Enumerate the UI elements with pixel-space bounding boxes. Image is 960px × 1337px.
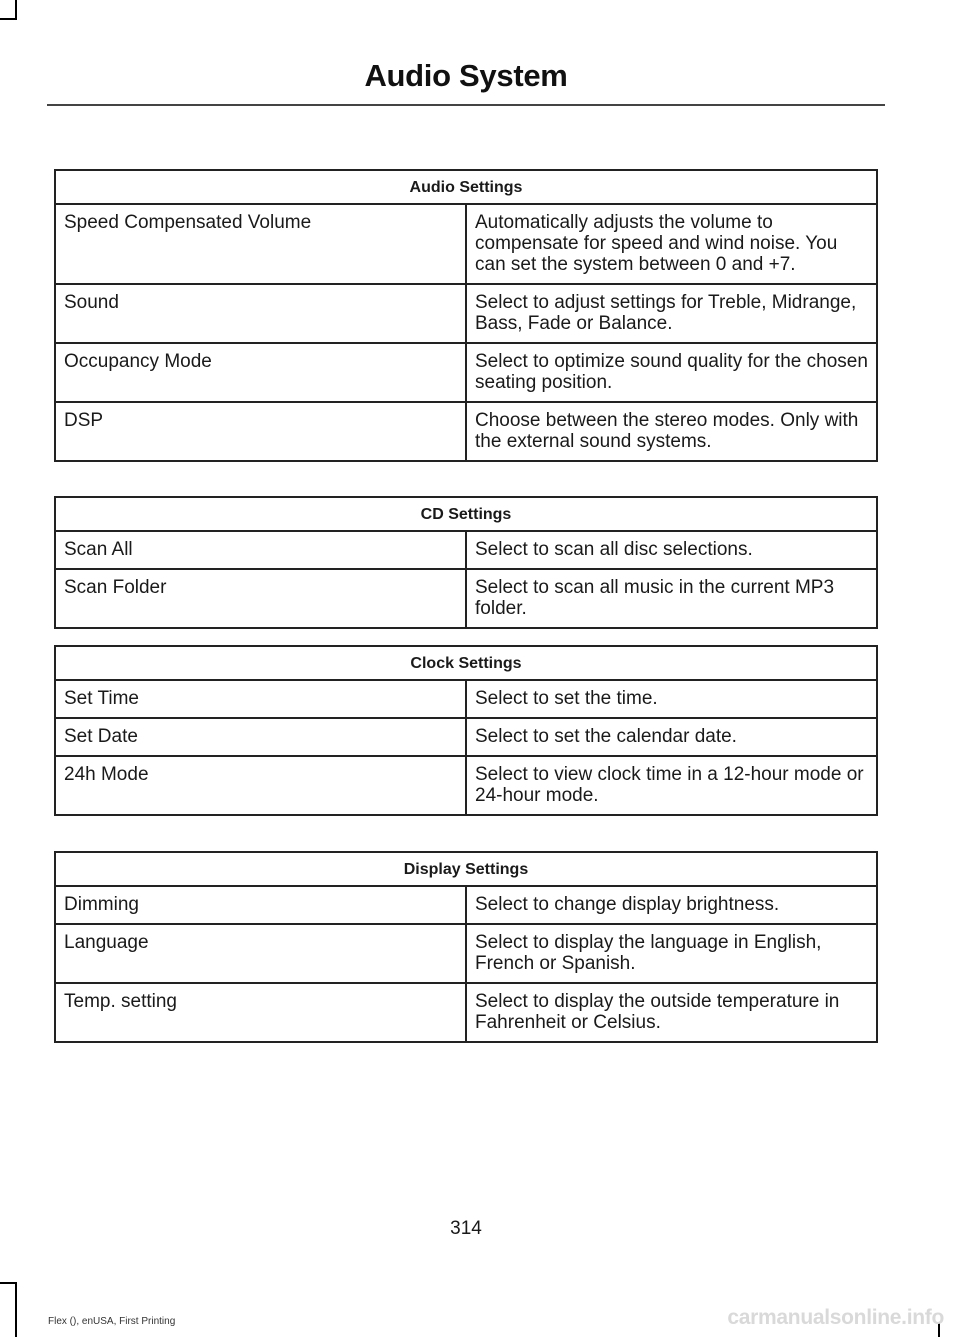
title-divider bbox=[47, 104, 885, 106]
table-row bbox=[55, 402, 877, 461]
setting-name: Set Time bbox=[55, 680, 466, 718]
setting-name: DSP bbox=[55, 402, 466, 461]
clock-settings-table bbox=[54, 645, 878, 816]
table-row bbox=[55, 569, 877, 628]
setting-description: Select to set the calendar date. bbox=[466, 718, 877, 756]
cd-settings-table bbox=[54, 496, 878, 629]
watermark: carmanualsonline.info bbox=[727, 1306, 944, 1329]
table-row bbox=[55, 343, 877, 402]
setting-description: Choose between the stereo modes. Only with the external sound systems. bbox=[466, 402, 877, 461]
setting-name: Scan Folder bbox=[55, 569, 466, 628]
setting-description: Select to display the outside temperature in Fahrenheit or Celsius. bbox=[466, 983, 877, 1042]
table-row bbox=[55, 886, 877, 924]
crop-mark bbox=[0, 1282, 17, 1284]
table-heading: Clock Settings bbox=[55, 646, 877, 680]
display-settings-table bbox=[54, 851, 878, 1043]
setting-name: Speed Compensated Volume bbox=[55, 204, 466, 284]
setting-description: Select to adjust settings for Treble, Midrange, Bass, Fade or Balance. bbox=[466, 284, 877, 343]
setting-description: Select to display the language in English, French or Spanish. bbox=[466, 924, 877, 983]
table-row bbox=[55, 756, 877, 815]
setting-description: Select to optimize sound quality for the chosen seating position. bbox=[466, 343, 877, 402]
setting-description: Select to set the time. bbox=[466, 680, 877, 718]
table-heading: CD Settings bbox=[55, 497, 877, 531]
table-heading: Display Settings bbox=[55, 852, 877, 886]
crop-mark bbox=[15, 1282, 17, 1337]
setting-description: Select to view clock time in a 12-hour mode or 24-hour mode. bbox=[466, 756, 877, 815]
setting-name: Sound bbox=[55, 284, 466, 343]
setting-name: Set Date bbox=[55, 718, 466, 756]
table-row bbox=[55, 284, 877, 343]
crop-mark bbox=[0, 18, 17, 20]
table-heading: Audio Settings bbox=[55, 170, 877, 204]
table-row bbox=[55, 680, 877, 718]
setting-name: Occupancy Mode bbox=[55, 343, 466, 402]
table-row bbox=[55, 531, 877, 569]
setting-description: Select to change display brightness. bbox=[466, 886, 877, 924]
setting-name: Scan All bbox=[55, 531, 466, 569]
setting-name: 24h Mode bbox=[55, 756, 466, 815]
table-row bbox=[55, 718, 877, 756]
setting-description: Automatically adjusts the volume to compensate for speed and wind noise. You can set the system between 0 and +7. bbox=[466, 204, 877, 284]
setting-description: Select to scan all disc selections. bbox=[466, 531, 877, 569]
page-number: 314 bbox=[450, 1218, 482, 1239]
table-row bbox=[55, 924, 877, 983]
edition-info: Flex (), enUSA, First Printing bbox=[48, 1316, 176, 1327]
table-row bbox=[55, 204, 877, 284]
crop-mark bbox=[15, 0, 17, 20]
audio-settings-table bbox=[54, 169, 878, 462]
setting-name: Language bbox=[55, 924, 466, 983]
page-title: Audio System bbox=[364, 58, 568, 93]
table-row bbox=[55, 983, 877, 1042]
setting-description: Select to scan all music in the current MP3 folder. bbox=[466, 569, 877, 628]
setting-name: Dimming bbox=[55, 886, 466, 924]
setting-name: Temp. setting bbox=[55, 983, 466, 1042]
